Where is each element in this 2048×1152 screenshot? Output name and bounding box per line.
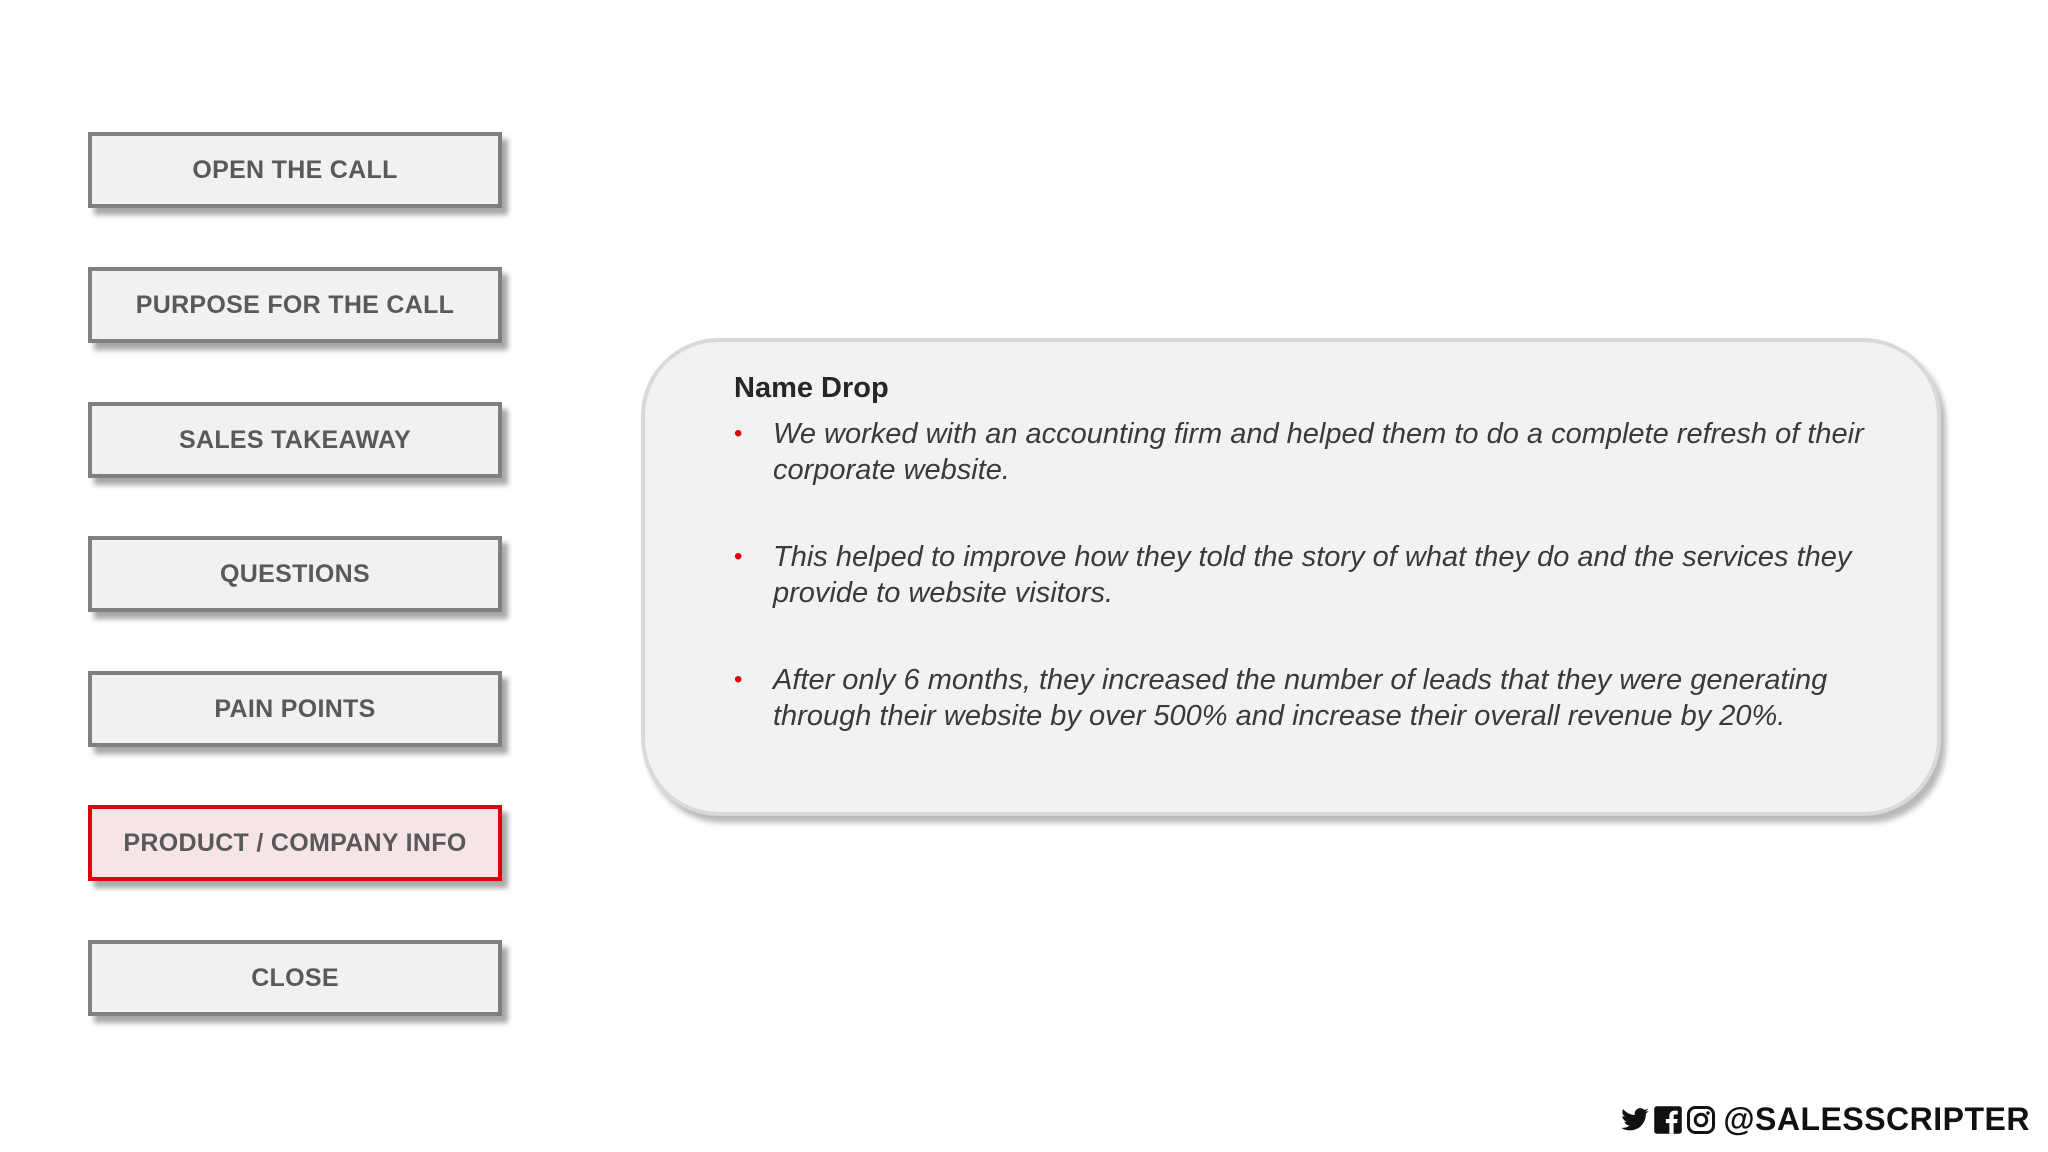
open-the-call-button[interactable]: OPEN THE CALL [88, 132, 502, 208]
card-title: Name Drop [734, 372, 889, 404]
facebook-icon [1653, 1105, 1683, 1135]
social-handle: @SALESSCRIPTER [1723, 1101, 2030, 1137]
bullet-list [734, 416, 1864, 785]
bullet-item [734, 416, 1864, 488]
bullet-dot: • [734, 666, 743, 693]
bullet-text: This helped to improve how they told the story of what they do and the services they provide to website visitors. [773, 541, 1852, 609]
close-button[interactable]: CLOSE [88, 940, 502, 1016]
twitter-icon [1620, 1105, 1650, 1135]
bullet-dot: • [734, 543, 743, 570]
pain-points-button[interactable]: PAIN POINTS [88, 671, 502, 747]
instagram-icon [1686, 1105, 1716, 1135]
bullet-text: After only 6 months, they increased the number of leads that they were generating through their website by over 500% and increase their overall revenue by 20%. [773, 664, 1828, 732]
name-drop-card [641, 338, 1941, 816]
questions-button[interactable]: QUESTIONS [88, 536, 502, 612]
purpose-for-the-call-button[interactable]: PURPOSE FOR THE CALL [88, 267, 502, 343]
bullet-item [734, 539, 1864, 611]
sales-takeaway-button[interactable]: SALES TAKEAWAY [88, 402, 502, 478]
bullet-text: We worked with an accounting firm and helped them to do a complete refresh of their corporate website. [773, 418, 1864, 486]
bullet-dot: • [734, 420, 743, 447]
bullet-item [734, 662, 1864, 734]
product-company-info-button[interactable]: PRODUCT / COMPANY INFO [88, 805, 502, 881]
social-footer [1620, 1101, 2030, 1138]
